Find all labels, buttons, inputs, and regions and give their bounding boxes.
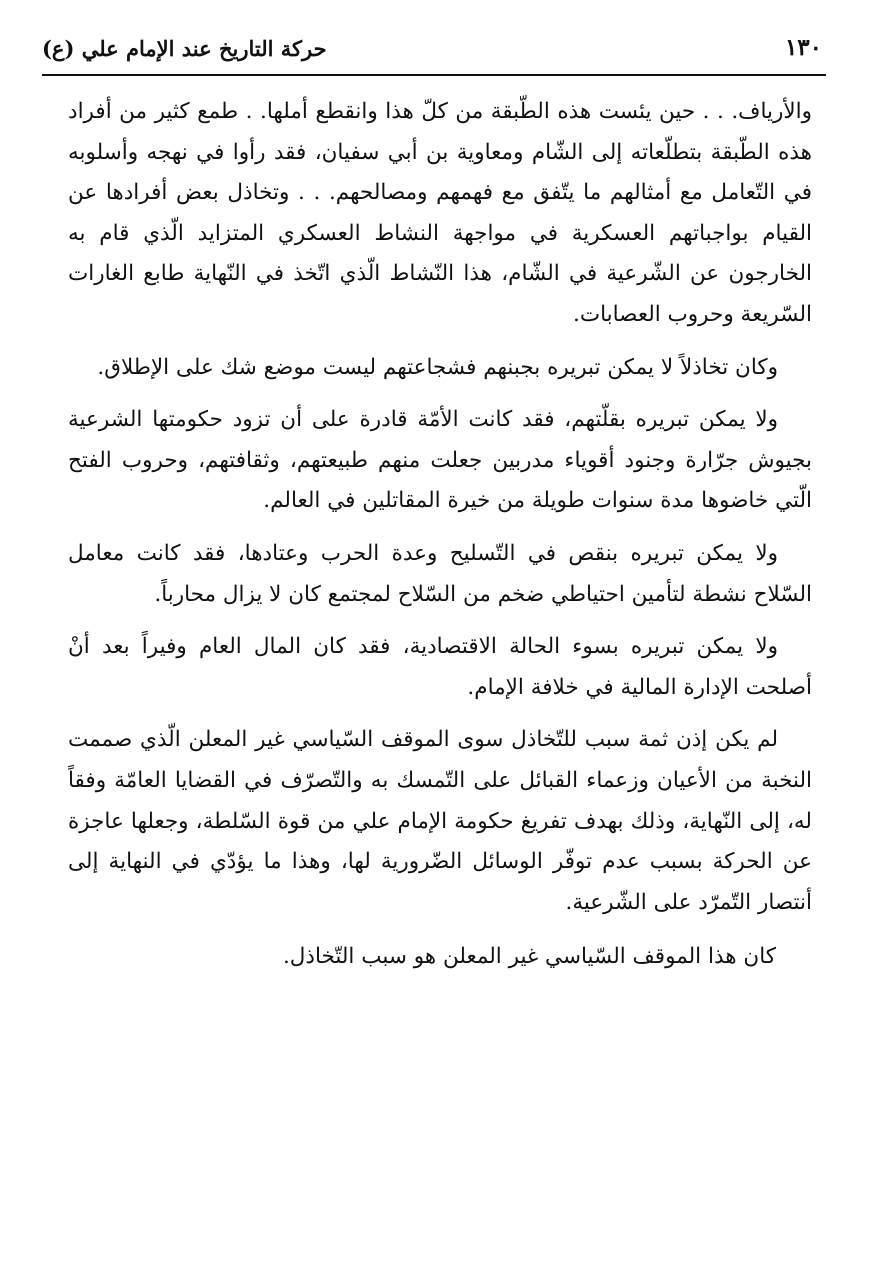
- paragraph-2: وكان تخاذلاً لا يمكن تبريره بجبنهم فشجاعتهم ليست موضع شك على الإطلاق.: [97, 354, 778, 380]
- paragraph-7: كان هذا الموقف السّياسي غير المعلن هو سبب التّخاذل.: [282, 944, 776, 970]
- paragraph-4: ولا يمكن تبريره بنقص في التّسليح وعدة الحرب وعتادها، فقد كانت معامل السّلاح نشطة لتأمين احتياطي ضخم من السّلاح لمجتمع كان لا يزال محارباً.: [68, 540, 812, 607]
- paragraph-6: لم يكن إذن ثمة سبب للتّخاذل سوى الموقف السّياسي غير المعلن الّذي صممت النخبة من الأعيان وزعماء القبائل على التّمسك به والتّصرّف في القضايا العامّة وفقاً له، إلى النّهاية، وذلك بهدف تفريغ حكومة الإمام علي من قوة السّلطة، وجعلها عاجزة عن الحركة بسبب عدم توفّر الوسائل الضّرورية لها، وهذا ما يؤدّي في النهاية إلى أنتصار التّمرّد على الشّرعية.: [68, 727, 812, 915]
- paragraph-3: ولا يمكن تبريره بقلّتهم، فقد كانت الأمّة قادرة على أن تزود حكومتها الشرعية بجيوش جرّارة وجنود أقوياء مدربين جعلت منهم طبيعتهم، وثقافتهم، وحروب الفتح الّتي خاضوها مدة سنوات طويلة من خيرة المقاتلين في العالم.: [68, 407, 812, 514]
- page-body: [68, 92, 812, 990]
- page-number: ١٣٠: [784, 34, 822, 61]
- paragraph-5: ولا يمكن تبريره بسوء الحالة الاقتصادية، فقد كان المال العام وفيراً بعد أنْ أصلحت الإدارة المالية في خلافة الإمام.: [68, 634, 812, 700]
- header-divider: [42, 74, 826, 76]
- running-title: حركة التاريخ عند الإمام علي (ع): [42, 36, 327, 61]
- paragraph-1: والأرياف. . . حين يئست هذه الطّبقة من كلّ هذا وانقطع أملها. . طمع كثير من أفراد هذه الطّبقة بتطلّعاته إلى الشّام ومعاوية بن أبي سفيان، فقد رأوا في نهجه وأسلوبه في التّعامل مع أمثالهم ما يتّفق مع فهمهم ومصالحهم. . . وتخاذل بعض أفرادها عن القيام بواجباتهم العسكرية في مواجهة النشاط العسكري المتزايد الّذي قام به الخارجون عن الشّرعية في الشّام، هذا النّشاط الّذي اتّخذ في النّهاية طابع الغارات السّريعة وحروب العصابات.: [68, 99, 812, 327]
- running-header: [42, 28, 826, 68]
